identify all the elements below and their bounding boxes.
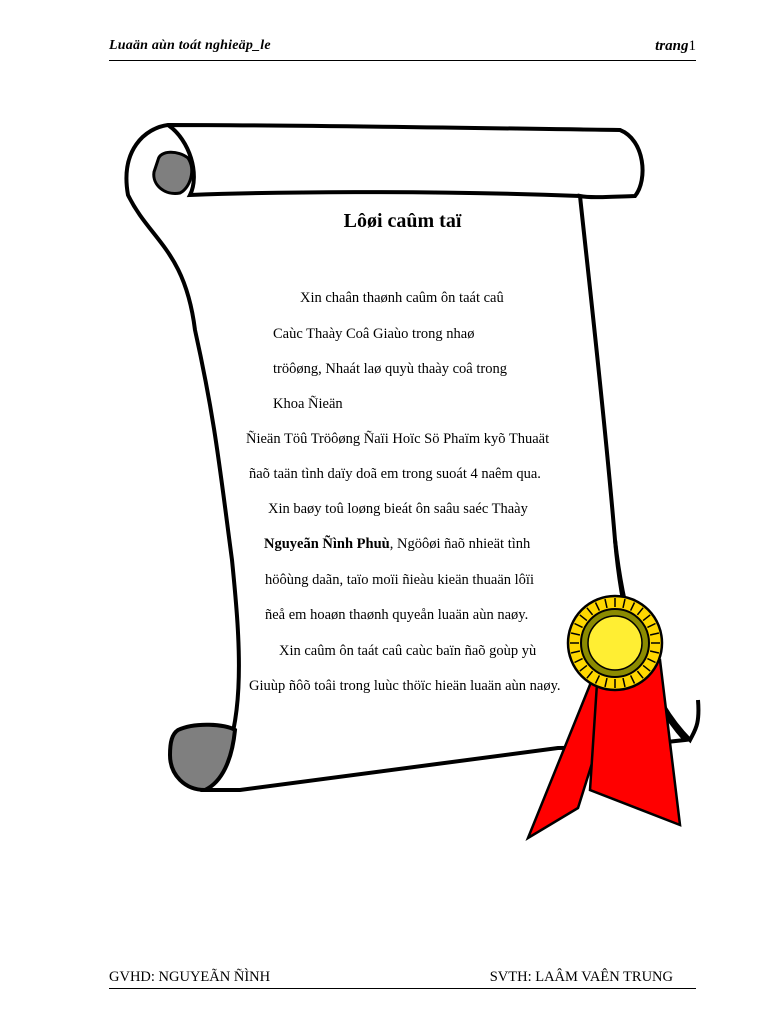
acknowledgement-line: Giuùp ñôõ toâi trong luùc thöïc hieän luaän aùn naøy. xyxy=(249,678,561,694)
acknowledgement-line: ñaõ taän tình daïy doã em trong suoát 4 naêm qua. xyxy=(249,466,541,482)
acknowledgement-line: höôùng daãn, taïo moïi ñieàu kieän thuaän lôïi xyxy=(265,572,534,588)
acknowledgement-line: Khoa Ñieän xyxy=(273,396,343,412)
page-word: trang xyxy=(655,38,689,54)
advisor-name: Nguyeãn Ñình Phuù xyxy=(264,536,390,552)
scroll-top-curl xyxy=(154,152,192,193)
page-footer xyxy=(109,968,696,989)
acknowledgement-line: Ñieän Töû Tröôøng Ñaïi Hoïc Sö Phaïm kyõ Thuaät xyxy=(246,431,550,447)
scroll-title: Lôøi caûm taï xyxy=(343,210,462,232)
page-number: 1 xyxy=(688,38,696,54)
acknowledgement-line: Xin caûm ôn taát caû caùc baïn ñaõ goùp yù xyxy=(279,643,537,659)
acknowledgement-line: Xin chaân thaønh caûm ôn taát caû xyxy=(300,290,504,306)
acknowledgement-line: tröôøng, Nhaát laø quyù thaày coâ trong xyxy=(273,361,507,377)
acknowledgement-line-rest: Ngöôøi ñaõ nhieät tình xyxy=(396,536,531,552)
medal-icon xyxy=(568,596,662,690)
advisor-label: GVHD: NGUYEÃN ÑÌNH xyxy=(109,969,271,985)
document-title: Luaän aùn toát nghieäp_le xyxy=(109,38,271,53)
acknowledgement-line: Xin baøy toû loøng bieát ôn saâu saéc Thaày xyxy=(268,501,528,517)
acknowledgement-line: ñeå em hoaøn thaønh quyeån luaän aùn naøy. xyxy=(265,607,529,623)
student-label: SVTH: LAÂM VAÊN TRUNG xyxy=(489,969,673,985)
acknowledgement-line: Nguyeãn Ñình Phuù, Ngöôøi ñaõ nhieät tình xyxy=(264,536,531,552)
acknowledgement-line: Caùc Thaày Coâ Giaùo trong nhaø xyxy=(273,326,475,342)
